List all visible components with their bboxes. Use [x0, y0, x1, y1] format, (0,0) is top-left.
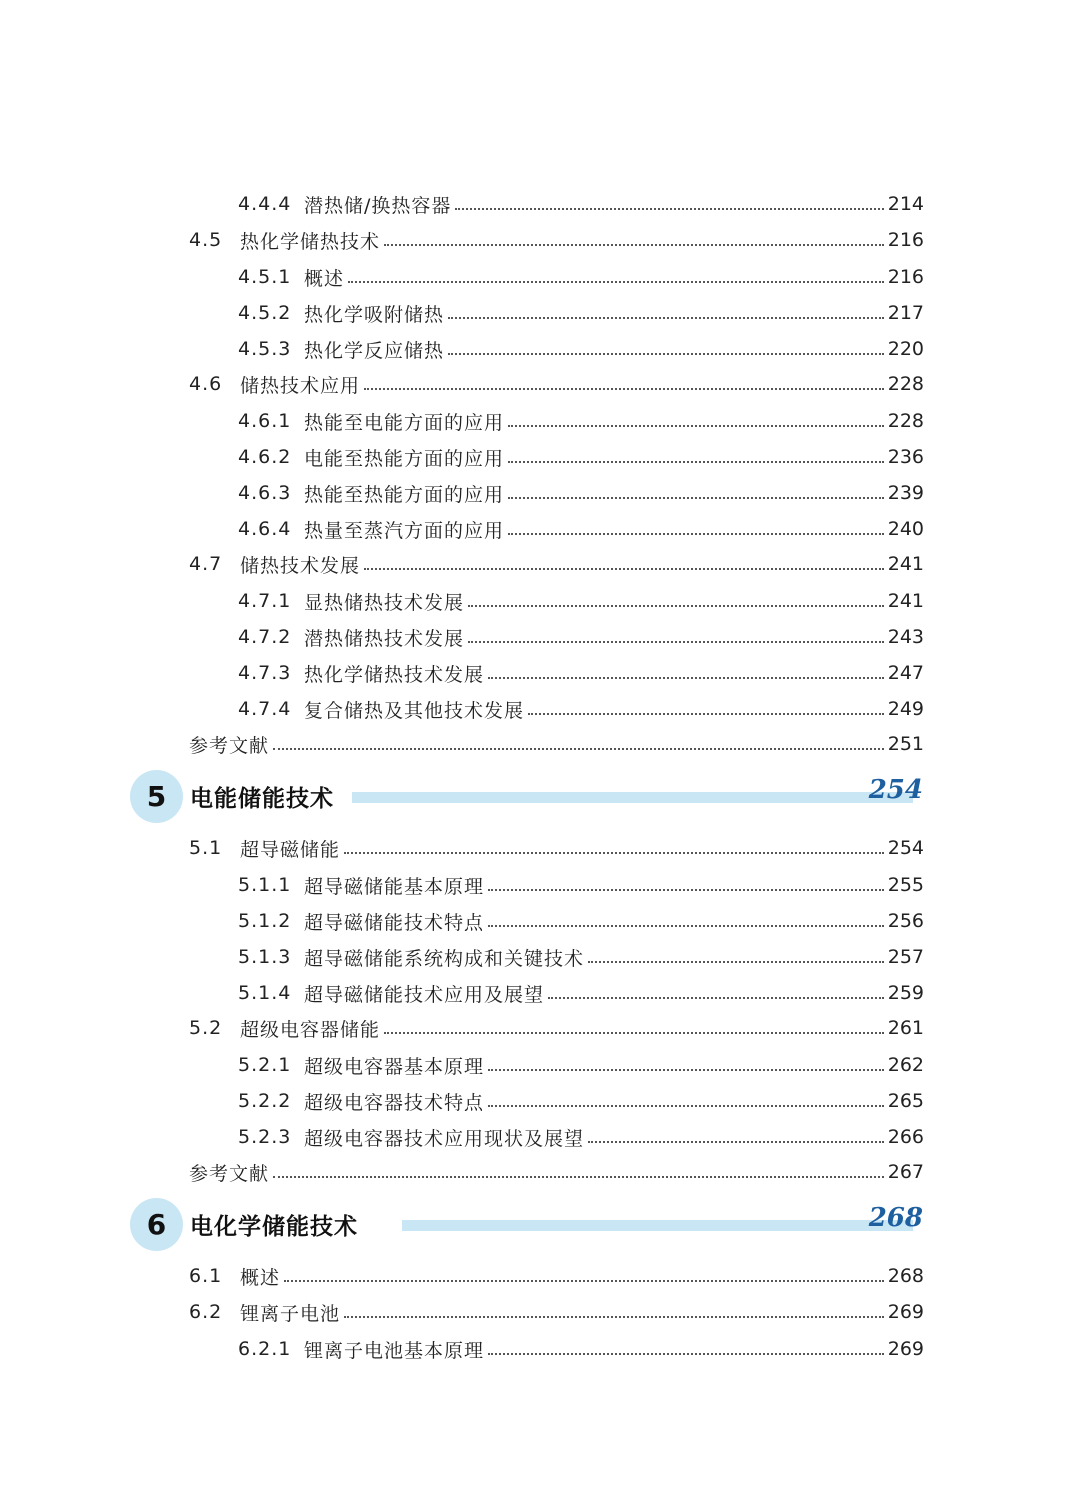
page-number: 240	[887, 518, 924, 540]
section-title: 超级电容器技术应用现状及展望	[304, 1127, 585, 1150]
section-number: 4.5.2	[238, 302, 292, 324]
toc-entry[interactable]	[189, 1013, 924, 1043]
dot-leader	[488, 889, 884, 891]
toc-entry[interactable]	[238, 1086, 924, 1116]
section-number: 4.7	[189, 553, 223, 575]
dot-leader	[448, 353, 884, 355]
page-number: 220	[887, 338, 924, 360]
page-number: 251	[887, 733, 924, 755]
dot-leader	[348, 281, 884, 283]
section-title: 热化学储热技术发展	[304, 663, 485, 686]
section-number: 4.5.3	[238, 338, 292, 360]
page-number: 259	[887, 982, 924, 1004]
dot-leader	[588, 961, 884, 963]
toc-entry[interactable]	[189, 1261, 924, 1291]
toc-entry[interactable]	[238, 262, 924, 292]
section-number: 5.2.3	[238, 1126, 292, 1148]
page-number: 261	[887, 1017, 924, 1039]
dot-leader	[468, 605, 884, 607]
section-number: 5.1	[189, 837, 223, 859]
chapter-title: 电能储能技术	[190, 786, 334, 812]
chapter-accent-bar	[352, 792, 913, 803]
section-number: 5.1.2	[238, 910, 292, 932]
toc-entry[interactable]	[238, 586, 924, 616]
page-number: 214	[887, 193, 924, 215]
dot-leader	[273, 748, 884, 750]
section-number: 4.7.1	[238, 590, 292, 612]
chapter-page-number: 268	[868, 1203, 923, 1233]
section-number: 4.6	[189, 373, 223, 395]
toc-entry[interactable]	[189, 549, 924, 579]
section-number: 4.5.1	[238, 266, 292, 288]
toc-entry[interactable]	[189, 729, 924, 759]
toc-entry[interactable]	[238, 942, 924, 972]
toc-entry[interactable]	[238, 622, 924, 652]
dot-leader	[468, 641, 884, 643]
section-number: 5.2	[189, 1017, 223, 1039]
section-number: 6.2.1	[238, 1338, 292, 1360]
section-title: 储热技术发展	[240, 554, 361, 577]
section-number: 4.6.1	[238, 410, 292, 432]
dot-leader	[508, 497, 884, 499]
dot-leader	[488, 677, 884, 679]
section-number: 4.7.3	[238, 662, 292, 684]
toc-entry[interactable]	[238, 298, 924, 328]
section-number: 4.5	[189, 229, 223, 251]
page-number: 239	[887, 482, 924, 504]
dot-leader	[508, 461, 884, 463]
page-number: 216	[887, 229, 924, 251]
section-title: 热能至热能方面的应用	[304, 483, 505, 506]
dot-leader	[384, 1032, 884, 1034]
section-title: 超级电容器储能	[240, 1018, 381, 1041]
section-number: 4.4.4	[238, 193, 292, 215]
page-number: 254	[887, 837, 924, 859]
page-number: 216	[887, 266, 924, 288]
section-number: 5.2.1	[238, 1054, 292, 1076]
page-number: 256	[887, 910, 924, 932]
section-title: 热量至蒸汽方面的应用	[304, 519, 505, 542]
section-title: 参考文献	[189, 734, 270, 757]
section-number: 5.1.1	[238, 874, 292, 896]
section-title: 超级电容器技术特点	[304, 1091, 485, 1114]
dot-leader	[364, 388, 884, 390]
chapter-accent-bar	[402, 1220, 913, 1231]
section-number: 5.1.3	[238, 946, 292, 968]
toc-entry[interactable]	[189, 1297, 924, 1327]
toc-entry[interactable]	[238, 1050, 924, 1080]
page-number: 267	[887, 1161, 924, 1183]
section-title: 潜热储热技术发展	[304, 627, 465, 650]
chapter-number-badge: 5	[130, 770, 183, 823]
page-number: 236	[887, 446, 924, 468]
dot-leader	[344, 1316, 884, 1318]
section-title: 超导磁储能基本原理	[304, 875, 485, 898]
dot-leader	[448, 317, 884, 319]
toc-entry[interactable]	[238, 478, 924, 508]
dot-leader	[364, 568, 884, 570]
section-title: 潜热储/换热容器	[304, 194, 452, 217]
section-title: 参考文献	[189, 1162, 270, 1185]
section-number: 4.6.2	[238, 446, 292, 468]
dot-leader	[488, 925, 884, 927]
dot-leader	[284, 1280, 884, 1282]
toc-entry[interactable]	[238, 978, 924, 1008]
toc-entry[interactable]	[189, 833, 924, 863]
dot-leader	[384, 244, 884, 246]
page-number: 241	[887, 590, 924, 612]
page-number: 217	[887, 302, 924, 324]
toc-entry[interactable]	[238, 514, 924, 544]
section-number: 5.1.4	[238, 982, 292, 1004]
chapter-title: 电化学储能技术	[190, 1214, 358, 1240]
toc-entry[interactable]	[238, 334, 924, 364]
section-title: 显热储热技术发展	[304, 591, 465, 614]
toc-entry[interactable]	[238, 442, 924, 472]
section-number: 6.2	[189, 1301, 223, 1323]
page-number: 269	[887, 1338, 924, 1360]
toc-entry[interactable]	[238, 1334, 924, 1364]
section-title: 概述	[304, 267, 345, 290]
chapter-heading[interactable]	[130, 770, 925, 826]
toc-entry[interactable]	[238, 694, 924, 724]
dot-leader	[344, 852, 884, 854]
page-number: 262	[887, 1054, 924, 1076]
section-title: 电能至热能方面的应用	[304, 447, 505, 470]
dot-leader	[488, 1105, 884, 1107]
section-number: 4.6.3	[238, 482, 292, 504]
section-number: 4.6.4	[238, 518, 292, 540]
section-title: 热化学吸附储热	[304, 303, 445, 326]
section-title: 超导磁储能技术特点	[304, 911, 485, 934]
dot-leader	[488, 1353, 884, 1355]
page-number: 269	[887, 1301, 924, 1323]
toc-entry[interactable]	[238, 906, 924, 936]
toc-entry[interactable]	[238, 189, 924, 219]
toc-entry[interactable]	[238, 658, 924, 688]
section-title: 储热技术应用	[240, 374, 361, 397]
section-number: 4.7.2	[238, 626, 292, 648]
section-number: 5.2.2	[238, 1090, 292, 1112]
section-title: 概述	[240, 1266, 281, 1289]
section-title: 超导磁储能技术应用及展望	[304, 983, 545, 1006]
dot-leader	[273, 1176, 884, 1178]
toc-entry[interactable]	[238, 1122, 924, 1152]
section-title: 锂离子电池基本原理	[304, 1339, 485, 1362]
toc-entry[interactable]	[189, 1157, 924, 1187]
dot-leader	[528, 713, 884, 715]
dot-leader	[588, 1141, 884, 1143]
section-number: 6.1	[189, 1265, 223, 1287]
chapter-page-number: 254	[868, 775, 923, 805]
page-number: 249	[887, 698, 924, 720]
section-title: 锂离子电池	[240, 1302, 341, 1325]
section-title: 热化学反应储热	[304, 339, 445, 362]
section-title: 热能至电能方面的应用	[304, 411, 505, 434]
page-number: 266	[887, 1126, 924, 1148]
toc-entry[interactable]	[189, 225, 924, 255]
page-number: 255	[887, 874, 924, 896]
page-number: 257	[887, 946, 924, 968]
section-title: 超导磁储能系统构成和关键技术	[304, 947, 585, 970]
page-number: 228	[887, 410, 924, 432]
page-number: 268	[887, 1265, 924, 1287]
section-title: 超导磁储能	[240, 838, 341, 861]
dot-leader	[488, 1069, 884, 1071]
section-number: 4.7.4	[238, 698, 292, 720]
dot-leader	[548, 997, 884, 999]
page-number: 241	[887, 553, 924, 575]
chapter-heading[interactable]	[130, 1198, 925, 1254]
toc-entry[interactable]	[238, 870, 924, 900]
dot-leader	[508, 425, 884, 427]
toc-entry[interactable]	[238, 406, 924, 436]
section-title: 超级电容器基本原理	[304, 1055, 485, 1078]
dot-leader	[455, 208, 883, 210]
page-number: 247	[887, 662, 924, 684]
section-title: 复合储热及其他技术发展	[304, 699, 525, 722]
page-number: 228	[887, 373, 924, 395]
chapter-number-badge: 6	[130, 1198, 183, 1251]
page-number: 265	[887, 1090, 924, 1112]
dot-leader	[508, 533, 884, 535]
section-title: 热化学储热技术	[240, 230, 381, 253]
page-number: 243	[887, 626, 924, 648]
toc-entry[interactable]	[189, 369, 924, 399]
